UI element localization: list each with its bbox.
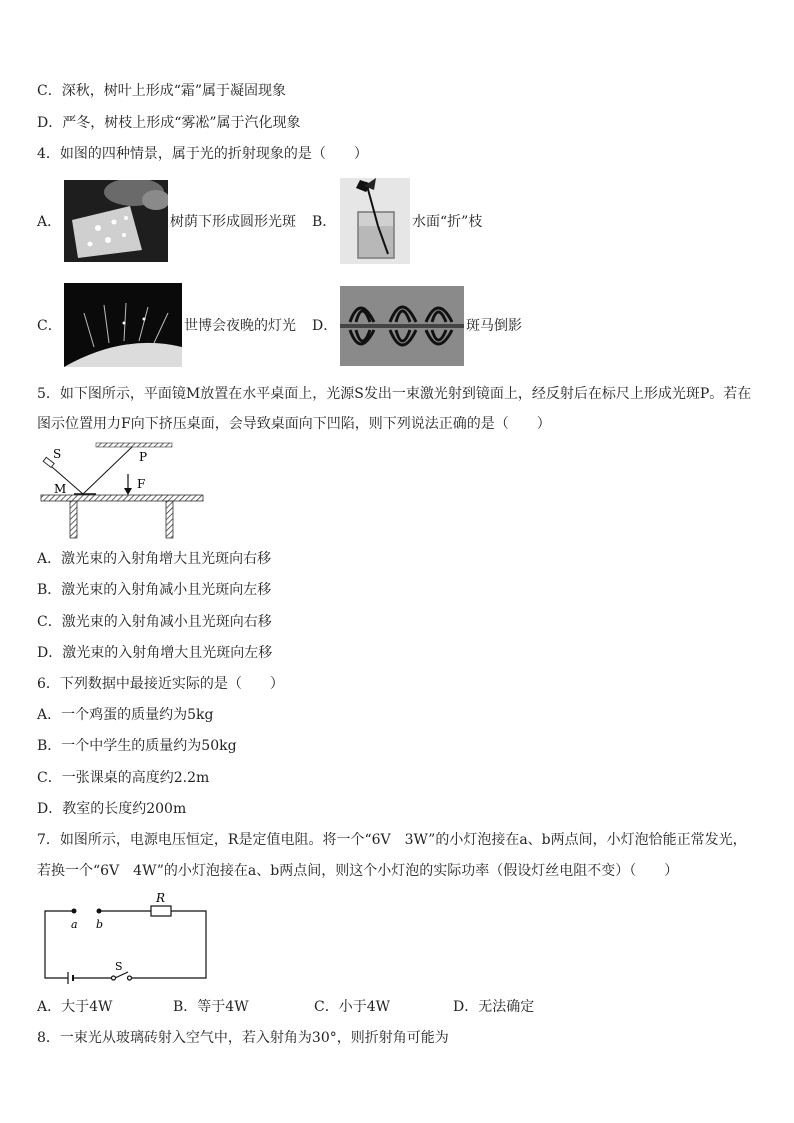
q4-image-expo-night-lights [64,283,182,367]
q8-stem: 8．一束光从玻璃砖射入空气中，若入射角为30°，则折射角可能为 [37,1030,449,1046]
q7-terminal-b [97,909,102,914]
q5-mirror-table-diagram [36,440,206,540]
q7-option-c: C．小于4W [314,999,391,1015]
q5-scale-ruler [96,443,172,447]
q5-table-leg-right [166,501,173,538]
q7-stem-line1: 7．如图所示，电源电压恒定，R是定值电阻。将一个“6V 3W”的小灯泡接在a、b两点间，小灯泡恰能正常发光， [37,832,747,848]
q4-option-c-label: C． [37,318,62,334]
q7-resistor [151,906,171,916]
q5-label-s: S [53,447,62,461]
q4-option-d-caption: 斑马倒影 [466,318,522,334]
q7-switch-pivot [112,976,116,980]
q6-option-a: A．一个鸡蛋的质量约为5kg [37,707,214,723]
q7-options-row [37,997,534,1017]
q4-option-b-label: B． [312,214,337,230]
q6-stem: 6．下列数据中最接近实际的是（ ） [37,676,284,692]
q5-stem-line1: 5．如下图所示，平面镜M放置在水平桌面上，光源S发出一束激光射到镜面上，经反射后在标尺上形成光斑P。若在 [37,386,752,402]
q7-stem-line2: 若换一个“6V 4W”的小灯泡接在a、b两点间，则这个小灯泡的实际功率（假设灯丝电阻不变）（ ） [37,863,679,879]
q7-label-s: S [115,960,123,973]
q7-switch-contact [128,976,132,980]
q4-image-water-bent-branch [340,178,410,264]
q7-option-b: B．等于4W [173,999,249,1015]
q4-option-d-label: D． [312,318,338,334]
q3-option-d: D．严冬，树枝上形成“雾凇”属于汽化现象 [37,115,301,131]
q5-force-arrowhead [124,488,132,495]
q3-option-c: C．深秋，树叶上形成“霜”属于凝固现象 [37,83,287,99]
q7-terminal-a [72,909,77,914]
q7-circuit-diagram [40,890,212,986]
q5-label-f: F [137,477,146,491]
q7-wire-right [131,911,206,978]
q6-option-b: B．一个中学生的质量约为50kg [37,738,237,754]
q4-image-tree-shade [64,180,168,262]
q4-option-a-label: A． [37,214,62,230]
q5-option-a: A．激光束的入射角增大且光斑向右移 [37,551,272,567]
q5-reflected-ray [83,447,132,494]
q4-option-a-caption: 树荫下形成圆形光斑 [170,214,296,230]
q7-circuit-svg [40,890,212,986]
q7-option-d: D．无法确定 [453,999,535,1015]
q5-option-b: B．激光束的入射角减小且光斑向左移 [37,582,272,598]
q7-label-r: R [156,891,166,905]
q5-stem-line2: 图示位置用力F向下挤压桌面，会导致桌面向下凹陷，则下列说法正确的是（ ） [37,416,551,432]
q5-diagram-svg [36,440,206,540]
q7-wire-left [45,911,74,978]
q4-option-b-caption: 水面“折”枝 [412,214,483,230]
q6-option-d: D．教室的长度约200m [37,801,187,817]
q5-label-p: P [139,450,148,464]
q6-option-c: C．一张课桌的高度约2.2m [37,770,210,786]
q5-label-m: M [54,482,67,496]
q7-label-a: a [71,918,78,931]
q5-table-leg-left [70,501,77,538]
q7-option-a: A．大于4W [37,999,113,1015]
q4-image-zebra-reflection [340,286,464,366]
q4-option-c-caption: 世博会夜晚的灯光 [184,318,296,334]
q5-option-c: C．激光束的入射角减小且光斑向右移 [37,614,272,630]
q4-stem: 4．如图的四种情景，属于光的折射现象的是（ ） [37,146,368,162]
q5-option-d: D．激光束的入射角增大且光斑向左移 [37,645,273,661]
q7-label-b: b [96,918,104,931]
